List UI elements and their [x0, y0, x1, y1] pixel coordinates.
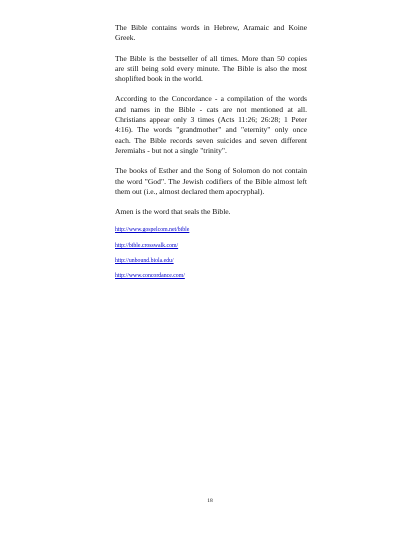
paragraph-concordance: According to the Concordance - a compilation of the words and names in the Bible - cats are not mentioned at all. Christians appear only 3 times (Acts 11:26; 26:28; 1 Peter 4:16). The words "grandmother" and "eternity" only once each. The Bible records seven suicides and seven different Jeremiahs - but not a single "trinity".	[115, 94, 307, 155]
paragraph-esther-song: The books of Esther and the Song of Solomon do not contain the word "God". The Jewish codifiers of the Bible almost left them out (i.e., almost declared them apocryphal).	[115, 166, 307, 196]
paragraph-languages: The Bible contains words in Hebrew, Aramaic and Koine Greek.	[115, 23, 307, 43]
link-list	[115, 227, 307, 280]
link-gospelcom[interactable]: http://www.gospelcom.net/bible	[115, 227, 190, 234]
page-content	[115, 23, 307, 289]
link-crosswalk[interactable]: http://bible.crosswalk.com/	[115, 242, 179, 249]
paragraph-amen: Amen is the word that seals the Bible.	[115, 207, 231, 217]
link-unbound-biola[interactable]: http://unbound.biola.edu/	[115, 258, 174, 265]
page-number: 18	[207, 498, 213, 504]
paragraph-bestseller: The Bible is the bestseller of all times. More than 50 copies are still being sold every minute. The Bible is also the most shoplifted book in the world.	[115, 53, 307, 84]
link-concordance[interactable]: http://www.concordance.com/	[115, 273, 185, 280]
